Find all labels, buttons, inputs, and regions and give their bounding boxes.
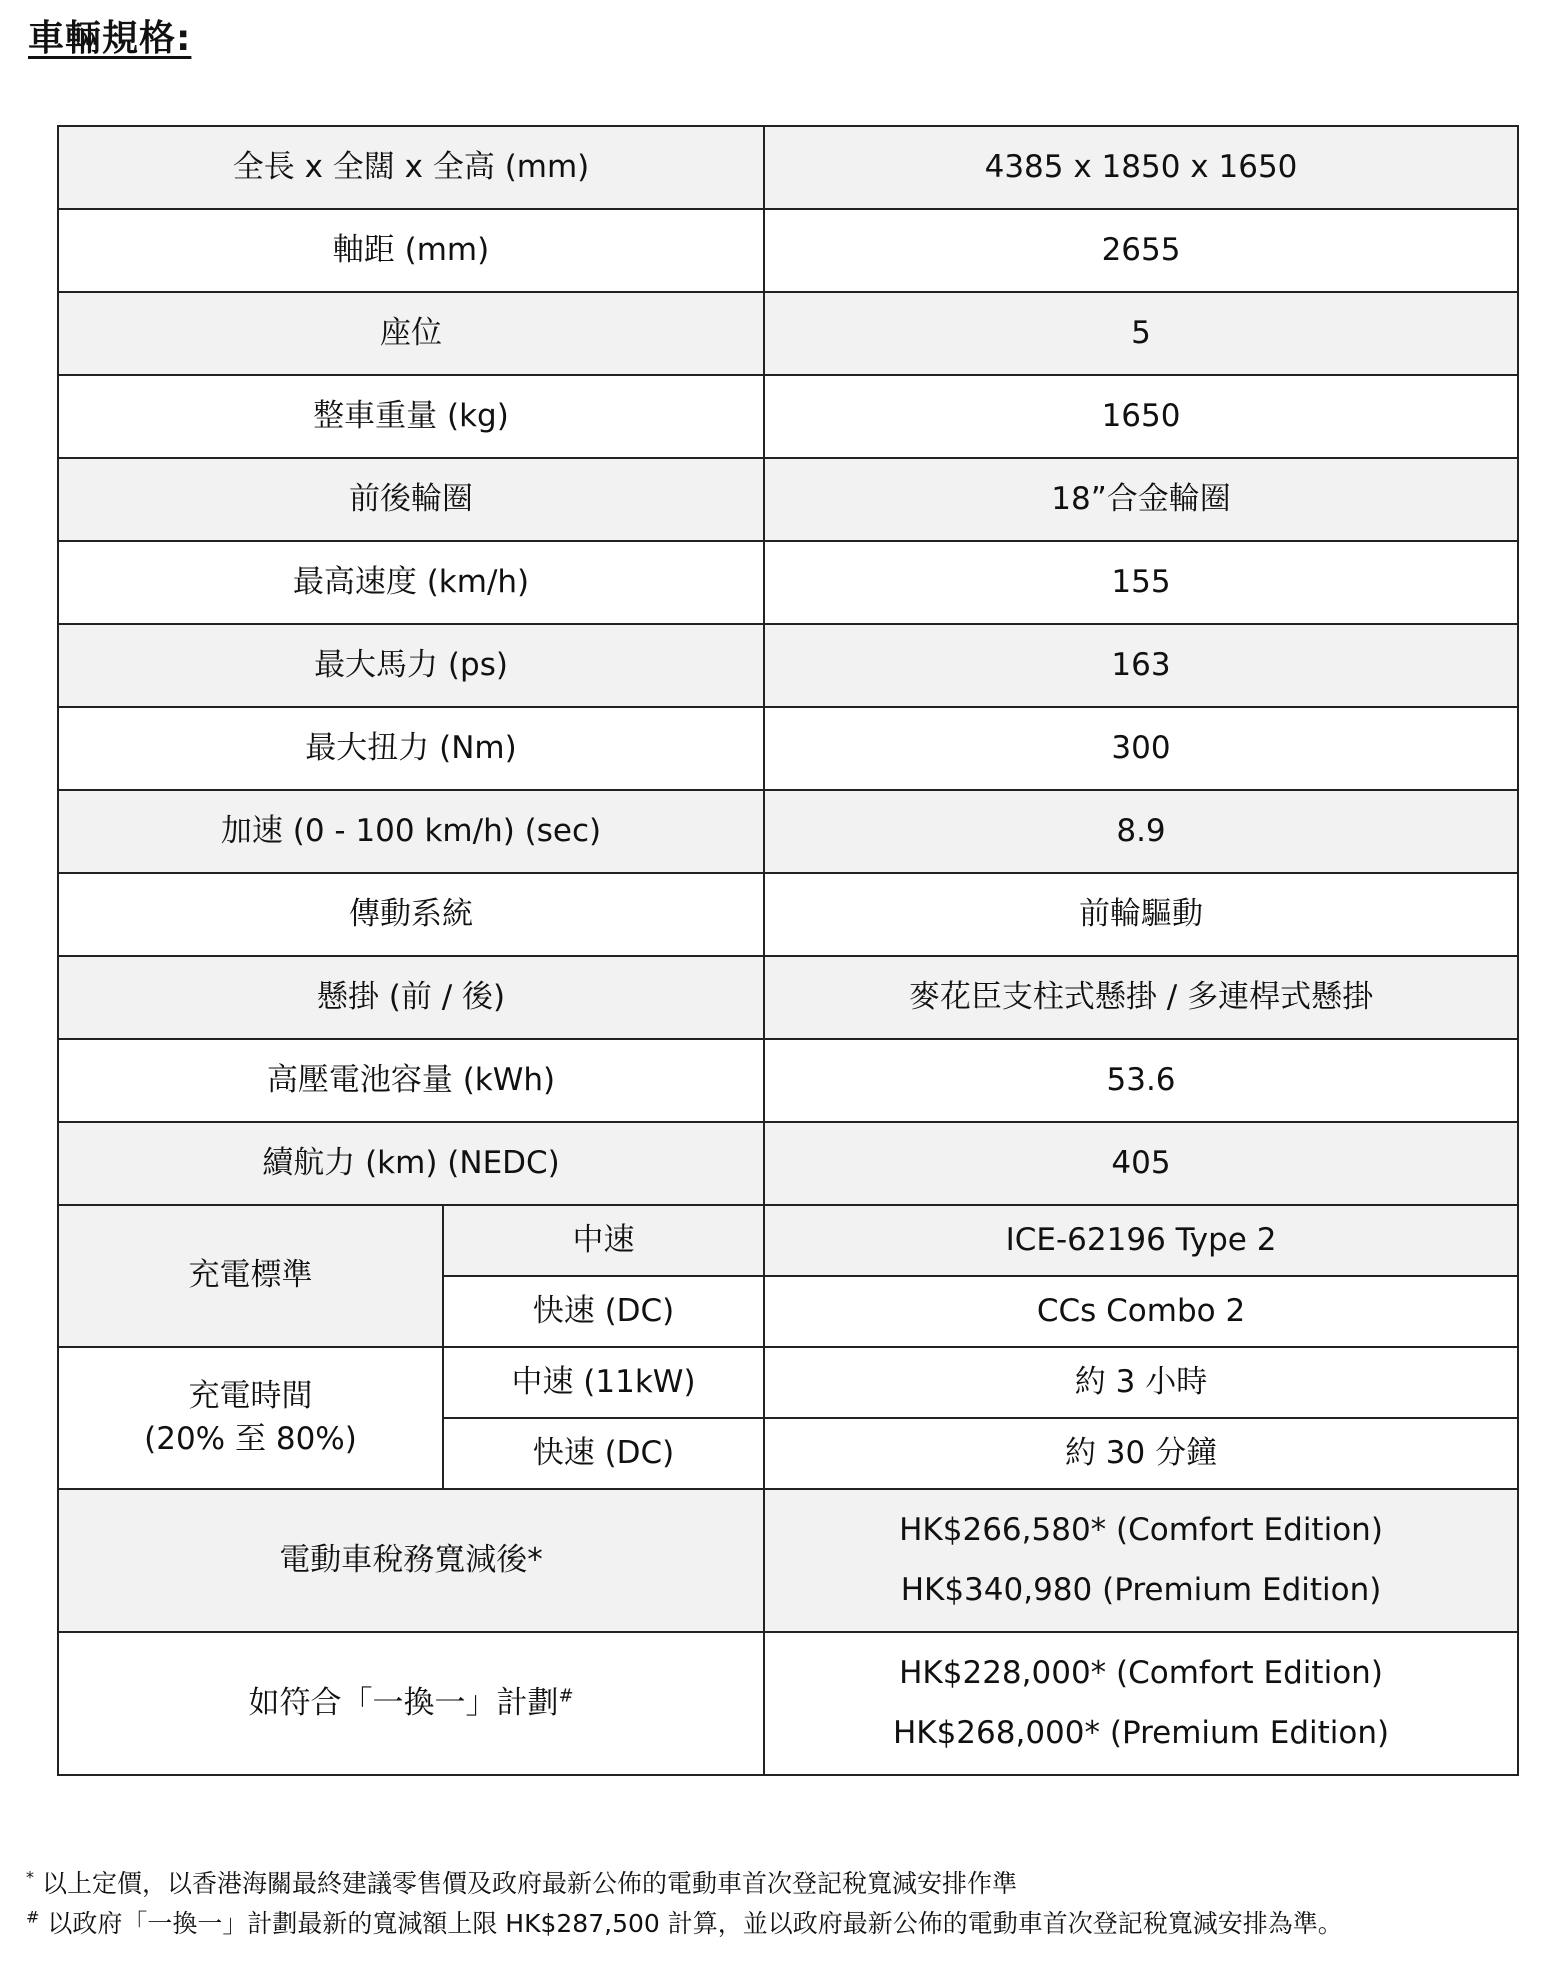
table-row [58, 707, 1518, 790]
charging-standard-sub-label: 中速 [443, 1205, 764, 1276]
spec-value: 8.9 [764, 790, 1518, 873]
spec-label: 傳動系統 [58, 873, 764, 956]
table-row [58, 790, 1518, 873]
charging-time-value: 約 30 分鐘 [764, 1418, 1518, 1489]
charging-time-label-line2: (20% 至 80%) [144, 1421, 357, 1457]
spec-label: 最高速度 (km/h) [58, 541, 764, 624]
price-comfort: HK$266,580* (Comfort Edition) [899, 1512, 1383, 1549]
spec-label: 懸掛 (前 / 後) [58, 956, 764, 1039]
charging-time-sub-label: 中速 (11kW) [443, 1347, 764, 1418]
footnote-mark: # [26, 1907, 40, 1927]
spec-value: 4385 x 1850 x 1650 [764, 126, 1518, 209]
table-row [58, 1489, 1518, 1632]
spec-value: 53.6 [764, 1039, 1518, 1122]
spec-label: 加速 (0 - 100 km/h) (sec) [58, 790, 764, 873]
spec-label: 整車重量 (kg) [58, 375, 764, 458]
spec-value: 163 [764, 624, 1518, 707]
spec-value: 麥花臣支柱式懸掛 / 多連桿式懸掛 [764, 956, 1518, 1039]
table-row [58, 209, 1518, 292]
charging-time-sub-label: 快速 (DC) [443, 1418, 764, 1489]
table-row [58, 126, 1518, 209]
price-comfort: HK$228,000* (Comfort Edition) [899, 1655, 1383, 1692]
footnote-mark: * [26, 1867, 34, 1887]
charging-standard-sub-label: 快速 (DC) [443, 1276, 764, 1347]
charging-time-label-line1: 充電時間 [188, 1377, 313, 1414]
table-row [58, 375, 1518, 458]
charging-standard-value: ICE-62196 Type 2 [764, 1205, 1518, 1276]
spec-value: 300 [764, 707, 1518, 790]
spec-label: 前後輪圈 [58, 458, 764, 541]
footnote-hash [26, 1904, 1343, 1944]
table-row [58, 541, 1518, 624]
spec-value: 18”合金輪圈 [764, 458, 1518, 541]
spec-label: 續航力 (km) (NEDC) [58, 1122, 764, 1205]
spec-label: 最大扭力 (Nm) [58, 707, 764, 790]
after-tax-prices [764, 1489, 1518, 1632]
spec-label: 軸距 (mm) [58, 209, 764, 292]
spec-label: 座位 [58, 292, 764, 375]
spec-value: 1650 [764, 375, 1518, 458]
table-row [58, 624, 1518, 707]
table-row [58, 458, 1518, 541]
one-for-one-label [58, 1632, 764, 1775]
spec-value: 405 [764, 1122, 1518, 1205]
table-row [58, 873, 1518, 956]
spec-value: 2655 [764, 209, 1518, 292]
table-row [58, 1122, 1518, 1205]
table-row [58, 956, 1518, 1039]
footnote-text: 以上定價，以香港海關最終建議零售價及政府最新公佈的電動車首次登記稅寬減安排作準 [34, 1869, 1017, 1898]
table-row [58, 1039, 1518, 1122]
price-premium: HK$268,000* (Premium Edition) [892, 1714, 1390, 1751]
after-tax-label: 電動車稅務寬減後* [58, 1489, 764, 1632]
one-for-one-label-text: 如符合「一換一」計劃 [248, 1684, 559, 1721]
footnotes [26, 1864, 1343, 1944]
table-row [58, 1632, 1518, 1775]
charging-standard-value: CCs Combo 2 [764, 1276, 1518, 1347]
spec-value: 前輪驅動 [764, 873, 1518, 956]
spec-label: 高壓電池容量 (kWh) [58, 1039, 764, 1122]
spec-table [57, 125, 1519, 1776]
page-title: 車輛規格: [28, 18, 192, 59]
charging-standard-label: 充電標準 [58, 1205, 443, 1347]
charging-time-value: 約 3 小時 [764, 1347, 1518, 1418]
charging-time-label [58, 1347, 443, 1489]
spec-value: 5 [764, 292, 1518, 375]
table-row [58, 1205, 1518, 1276]
spec-label: 最大馬力 (ps) [58, 624, 764, 707]
footnote-text: 以政府「一換一」計劃最新的寬減額上限 HK$287,500 計算，並以政府最新公佈的電動車首次登記稅寬減安排為準。 [39, 1909, 1343, 1938]
table-row [58, 292, 1518, 375]
hash-footnote-mark: # [558, 1685, 574, 1707]
table-row [58, 1347, 1518, 1418]
spec-value: 155 [764, 541, 1518, 624]
price-premium: HK$340,980 (Premium Edition) [900, 1571, 1382, 1608]
one-for-one-prices [764, 1632, 1518, 1775]
spec-label: 全長 x 全闊 x 全高 (mm) [58, 126, 764, 209]
footnote-asterisk [26, 1864, 1343, 1904]
